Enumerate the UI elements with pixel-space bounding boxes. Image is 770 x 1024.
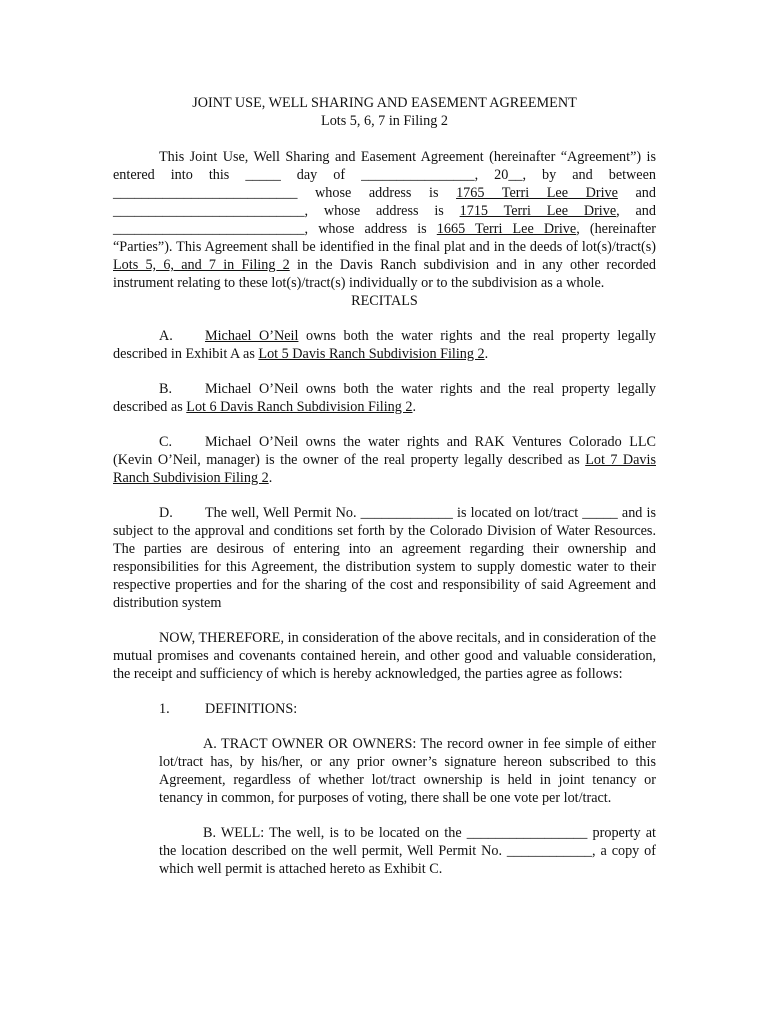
address-3: 1665 Terri Lee Drive <box>436 221 577 237</box>
address-1: 1765 Terri Lee Drive <box>456 185 618 201</box>
definition-tract-owner: A. TRACT OWNER OR OWNERS: The record owner in fee simple of either lot/tract has, by his/her, or any prior owner’s signature hereon subscribed to this Agreement, regardless of whether lot/tract ownership is held in joint tenancy or tenancy in common, for purposes of voting, there shall be one vote per lot/tract. <box>159 736 656 806</box>
recital-d-text: The well, Well Permit No. _____________ is located on lot/tract _____ and is subject to the approval and conditions set forth by the Colorado Division of Water Resources. The parties are desirous of entering into an agreement regarding their ownership and responsibilities for this Agreement, the distribution system to supply domestic water to their respective properties and for the sharing of the cost and responsibility of said Agreement and distribution system <box>113 505 656 611</box>
recitals-heading: RECITALS <box>351 293 418 309</box>
definitions-number: 1. <box>159 701 170 717</box>
recital-a-text-1: owns both the water rights and the real property legally described in Exhibit A as <box>113 328 656 362</box>
recital-b-lot: Lot 6 Davis Ranch Subdivision Filing 2 <box>186 399 413 415</box>
document-title: JOINT USE, WELL SHARING AND EASEMENT AGREEMENT <box>192 95 577 111</box>
definition-well: B. WELL: The well, is to be located on the _________________ property at the location described on the well permit, Well Permit No. ____________, a copy of which well permit is attached hereto as Exhibit C. <box>159 825 656 877</box>
definitions-title: DEFINITIONS: <box>205 701 298 717</box>
lots-reference: Lots 5, 6, and 7 in Filing 2 <box>113 257 290 273</box>
address-2: 1715 Terri Lee Drive <box>459 203 617 219</box>
recital-b-text-1: Michael O’Neil owns both the water rights and the real property legally described as <box>113 381 656 415</box>
recital-c-text-1: Michael O’Neil owns the water rights and RAK Ventures Colorado LLC (Kevin O’Neil, manager) is the owner of the real property legally described as <box>113 434 656 468</box>
recital-c-lot: Lot 7 Davis Ranch Subdivision Filing 2 <box>113 452 656 486</box>
recital-a-owner: Michael O’Neil <box>205 328 299 344</box>
now-therefore-paragraph: NOW, THEREFORE, in consideration of the above recitals, and in consideration of the mutual promises and covenants contained herein, and other good and valuable consideration, the receipt and sufficiency of which is hereby acknowledged, the parties agree as follows: <box>113 630 656 682</box>
recital-b <box>113 380 656 416</box>
intro-text-1: This Joint Use, Well Sharing and Easement Agreement (hereinafter “Agreement”) is entered into this _____ day of ________________, 20__, by and between __________________________ whose address is <box>113 149 656 201</box>
recital-a-lot: Lot 5 Davis Ranch Subdivision Filing 2 <box>258 346 485 362</box>
definitions-heading <box>113 700 656 718</box>
recital-b-text-2: . <box>412 399 417 415</box>
recital-d <box>113 504 656 612</box>
recital-a-text-2: . <box>484 346 489 362</box>
recital-c-label: C. <box>159 434 173 450</box>
intro-paragraph <box>113 148 656 292</box>
intro-text-5: in the Davis Ranch subdivision and in any other recorded instrument relating to these lot(s)/tract(s) individually or to the subdivision as a whole. <box>113 257 656 291</box>
recital-d-label: D. <box>159 505 173 521</box>
document-body <box>113 94 656 878</box>
intro-text-3: , and ___________________________, whose address is <box>113 203 656 237</box>
recital-c-text-2: . <box>268 470 273 486</box>
recital-a-label: A. <box>159 328 173 344</box>
intro-text-2: and ___________________________, whose address is <box>113 185 656 219</box>
recital-c <box>113 433 656 487</box>
document-subtitle: Lots 5, 6, 7 in Filing 2 <box>321 113 448 129</box>
recital-a <box>113 327 656 363</box>
intro-text-4: , (hereinafter “Parties”). This Agreement shall be identified in the final plat and in the deeds of lot(s)/tract(s) <box>113 221 657 255</box>
recital-b-label: B. <box>159 381 173 397</box>
